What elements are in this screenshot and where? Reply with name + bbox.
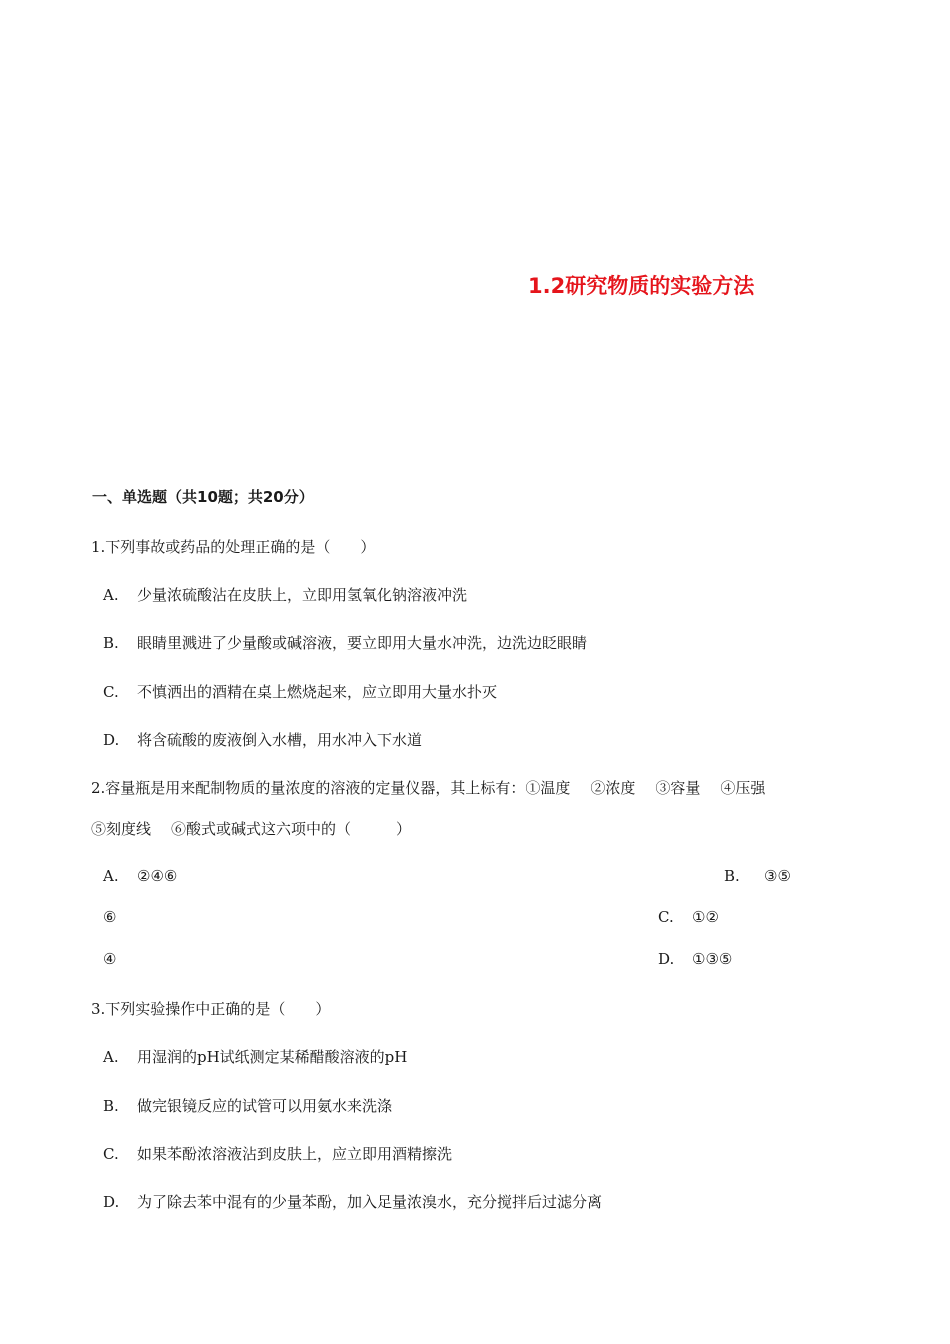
option-label: D.	[103, 731, 120, 749]
question-1-option-a	[103, 584, 467, 605]
question-2-stem-line-1	[91, 777, 765, 798]
option-text: 少量浓硫酸沾在皮肤上，立即用氢氧化钠溶液冲洗	[137, 586, 468, 604]
option-text: ②④⑥	[137, 867, 178, 885]
question-2-option-c-continued: ④	[103, 950, 117, 968]
question-3-stem: 3.下列实验操作中正确的是（ ）	[91, 1000, 331, 1018]
option-label: B.	[103, 634, 119, 652]
question-1-option-c	[103, 681, 497, 702]
option-text: ①③⑤	[692, 950, 733, 968]
option-label: A.	[103, 867, 119, 885]
question-2-item: ④压强	[720, 779, 766, 797]
question-1-option-b	[103, 632, 587, 653]
option-label: A.	[103, 1048, 119, 1066]
option-label: C.	[658, 908, 674, 926]
option-text: 用湿润的pH试纸测定某稀醋酸溶液的pH	[137, 1048, 408, 1066]
question-3-option-a	[103, 1046, 407, 1067]
option-label: B.	[103, 1097, 119, 1115]
question-3-option-b	[103, 1095, 392, 1116]
option-label: C.	[103, 1145, 119, 1163]
question-2-stem-end: ⑥酸式或碱式这六项中的（ ）	[171, 820, 412, 838]
question-2-stem-line-2	[91, 818, 411, 839]
option-text: ①②	[692, 908, 719, 926]
question-2-option-d	[658, 950, 732, 968]
option-text: 不慎洒出的酒精在桌上燃烧起来，应立即用大量水扑灭	[137, 683, 498, 701]
question-2-option-a	[103, 867, 177, 885]
option-label: C.	[103, 683, 119, 701]
option-text: 眼睛里溅进了少量酸或碱溶液，要立即用大量水冲洗，边洗边眨眼睛	[137, 634, 588, 652]
option-text: 如果苯酚浓溶液沾到皮肤上，应立即用酒精擦洗	[137, 1145, 453, 1163]
option-text: 将含硫酸的废液倒入水槽，用水冲入下水道	[137, 731, 423, 749]
question-3-option-d	[103, 1191, 602, 1212]
option-text: 为了除去苯中混有的少量苯酚，加入足量浓溴水，充分搅拌后过滤分离	[137, 1193, 603, 1211]
section-heading: 一、单选题（共10题；共20分）	[92, 488, 314, 506]
option-text: ③⑤	[764, 867, 791, 885]
question-2-option-b-continued: ⑥	[103, 908, 117, 926]
option-label: D.	[658, 950, 675, 968]
question-2-item: ②浓度	[590, 779, 636, 797]
question-2-item: ③容量	[655, 779, 701, 797]
question-2-item: ⑤刻度线	[91, 820, 152, 838]
option-label: A.	[103, 586, 119, 604]
question-1-option-d	[103, 729, 422, 750]
option-label: B.	[724, 867, 740, 885]
question-2-stem: 2.容量瓶是用来配制物质的量浓度的溶液的定量仪器，其上标有：①温度	[91, 779, 571, 797]
document-title: 1.2研究物质的实验方法	[528, 274, 755, 298]
question-3-option-c	[103, 1143, 452, 1164]
option-text: 做完银镜反应的试管可以用氨水来洗涤	[137, 1097, 393, 1115]
question-2-option-c	[658, 908, 719, 926]
question-1-stem: 1.下列事故或药品的处理正确的是（ ）	[91, 538, 376, 556]
question-2-option-b	[724, 867, 791, 885]
option-label: D.	[103, 1193, 120, 1211]
